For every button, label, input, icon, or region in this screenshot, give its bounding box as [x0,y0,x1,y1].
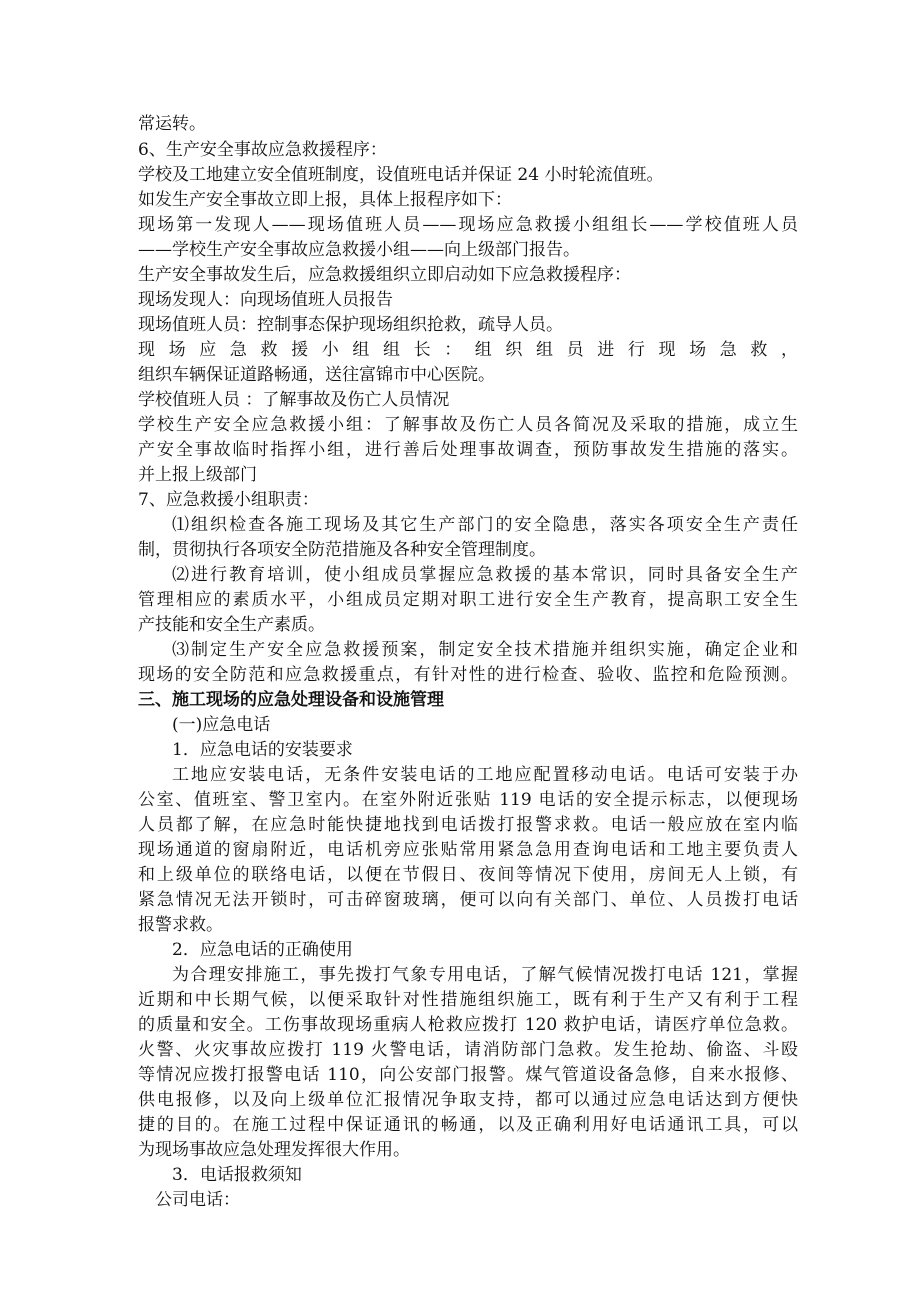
text-line: ——学校生产安全事故应急救援小组——向上级部门报告。 [138,240,580,260]
text-line: 现场值班人员：控制事态保护现场组织抢救，疏导人员。 [138,315,563,335]
text-line: 现场第一发现人——现场值班人员——现场应急救援小组组长——学校值班人员 [138,215,798,235]
text-line: 报警求救。 [138,915,223,935]
text-line: 现场应急救援小组组长：组织组员进行现场急救， [138,340,798,360]
text-line: 管理相应的素质水平，小组成员定期对职工进行安全生产教育，提高职工安全生 [138,590,798,610]
subsection-heading: (一)应急电话 [172,715,271,735]
text-line: 产安全事故临时指挥小组，进行善后处理事故调查，预防事故发生措施的落实。 [138,440,798,460]
text-line: 组织车辆保证道路畅通，送往富锦市中心医院。 [138,365,495,385]
list-item: ⑶制定生产安全应急救援预案，制定安全技术措施并组织实施，确定企业和 [172,640,798,660]
text-line: 产技能和安全生产素质。 [138,615,325,635]
text-line: 供电报修，以及向上级单位汇报情况争取支持，都可以通过应急电话达到方便快 [138,1090,798,1110]
text-line: 制，贯彻执行各项安全防范措施及各种安全管理制度。 [138,540,546,560]
subsection-heading: 1．应急电话的安装要求 [172,740,353,760]
text-line: 为合理安排施工，事先拨打气象专用电话，了解气候情况拨打电话 121，掌握 [172,965,798,985]
text-line: 和上级单位的联络电话，以便在节假日、夜间等情况下使用，房间无人上锁，有 [138,865,798,885]
section-heading: 7、应急救援小组职责： [138,490,319,510]
text-line: 常运转。 [138,114,206,134]
text-line: 公室、值班室、警卫室内。在室外附近张贴 119 电话的安全提示标志，以便现场 [138,790,798,810]
text-line: 现场通道的窗扇附近，电话机旁应张贴常用紧急急用查询电话和工地主要负责人 [138,840,798,860]
text-line: 人员都了解，在应急时能快捷地找到电话拨打报警求救。电话一般应放在室内临 [138,815,798,835]
text-line: 的质量和安全。工伤事故现场重病人枪救应拨打 120 救护电话，请医疗单位急救。 [138,1015,798,1035]
text-line: 并上报上级部门 [138,465,257,485]
text-line: 生产安全事故发生后，应急救援组织立即启动如下应急救援程序： [138,265,631,285]
text-line: 捷的目的。在施工过程中保证通讯的畅通，以及正确利用好电话通讯工具，可以 [138,1115,798,1135]
text-line: 学校值班人员 ：了解事故及伤亡人员情况 [138,390,450,410]
text-line: 近期和中长期气候，以便采取针对性措施组织施工，既有利于生产又有利于工程 [138,990,798,1010]
section-heading: 6、生产安全事故应急救援程序： [138,140,387,160]
text-line: 等情况应拨打报警电话 110，向公安部门报警。煤气管道设备急修，自来水报修、 [138,1065,798,1085]
subsection-heading: 3．电话报救须知 [172,1165,302,1185]
text-line: 现场发现人：向现场值班人员报告 [138,290,393,310]
text-line: 学校及工地建立安全值班制度，设值班电话并保证 24 小时轮流值班。 [138,165,664,185]
subsection-heading: 2．应急电话的正确使用 [172,940,353,960]
text-line: 公司电话： [155,1190,240,1210]
text-line: 工地应安装电话，无条件安装电话的工地应配置移动电话。电话可安装于办 [172,765,798,785]
list-item: ⑵进行教育培训，使小组成员掌握应急救援的基本常识，同时具备安全生产 [172,565,798,585]
text-line: 紧急情况无法开锁时，可击碎窗玻璃，便可以向有关部门、单位、人员拨打电话 [138,890,798,910]
text-line: 学校生产安全应急救援小组：了解事故及伤亡人员各简况及采取的措施，成立生 [138,415,798,435]
text-line: 为现场事故应急处理发挥很大作用。 [138,1140,410,1160]
chapter-heading: 三、施工现场的应急处理设备和设施管理 [138,690,444,710]
list-item: ⑴组织检查各施工现场及其它生产部门的安全隐患，落实各项安全生产责任 [172,515,798,535]
text-line: 现场的安全防范和应急救援重点，有针对性的进行检查、验收、监控和危险预测。 [138,665,798,685]
text-line: 火警、火灾事故应拨打 119 火警电话，请消防部门急救。发生抢劫、偷盗、斗殴 [138,1040,798,1060]
text-line: 如发生产安全事故立即上报，具体上报程序如下： [138,190,512,210]
